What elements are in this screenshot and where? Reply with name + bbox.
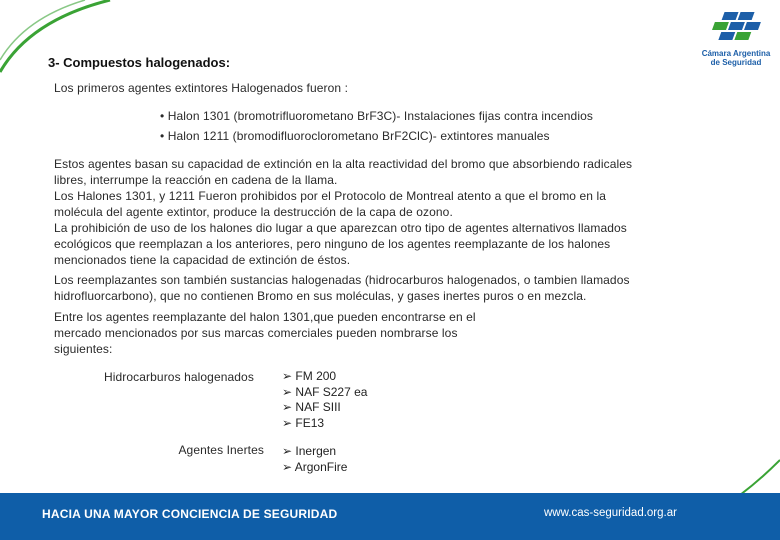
logo-text — [696, 49, 776, 67]
paragraph-1 — [54, 156, 632, 268]
text-line: hidrofluorcarbono), que no contienen Bromo en sus moléculas, y gases inertes puros o en mezcla. — [54, 289, 587, 303]
text-line: mercado mencionados por sus marcas comerciales pueden nombrarse los — [54, 326, 458, 340]
arrow-bullet-icon: ➢ — [282, 400, 293, 414]
list-item: ➢ Inergen — [282, 444, 337, 458]
text-line: Los reemplazantes son también sustancias halogenadas (hidrocarburos halogenados, o tambien llamados — [54, 273, 630, 287]
logo-line-1: Cámara Argentina — [701, 49, 771, 58]
halon-bullet-list — [160, 108, 593, 148]
list-item: ➢ NAF SIII — [282, 400, 341, 414]
text-line: La prohibición de uso de los halones dio lugar a que aparezcan otro tipo de agentes alternativos llamados — [54, 221, 627, 235]
list-item: ➢ NAF S227 ea — [282, 384, 368, 399]
cas-logo — [696, 8, 776, 72]
list-item: ➢ FE13 — [282, 415, 325, 430]
group-label-hydrocarbons: Hidrocarburos halogenados — [104, 370, 254, 384]
text-line: ecológicos que reemplazan a los anteriores, pero ninguno de los agentes reemplazante de los halones — [54, 237, 611, 251]
bullet-item: • Halon 1301 (bromotrifluorometano BrF3C)- Instalaciones fijas contra incendios — [160, 109, 593, 123]
arrow-bullet-icon: ➢ — [282, 444, 293, 458]
footer-bar — [0, 493, 780, 540]
group-label-inert-agents: Agentes Inertes — [178, 443, 264, 457]
text-line: molécula del agente extintor, produce la destrucción de la capa de ozono. — [54, 205, 453, 219]
text-line: libres, interrumpe la reacción en cadena de la llama. — [54, 173, 338, 187]
arrow-bullet-icon: ➢ — [282, 384, 293, 399]
bullet-item: • Halon 1211 (bromodifluoroclorometano BrF2ClC)- extintores manuales — [160, 129, 550, 143]
footer-slogan: HACIA UNA MAYOR CONCIENCIA DE SEGURIDAD — [42, 507, 338, 521]
paragraph-3 — [54, 309, 476, 357]
logo-line-2: de Seguridad — [710, 58, 762, 67]
paragraph-2 — [54, 272, 630, 304]
hydrocarbons-list — [282, 369, 367, 431]
arrow-bullet-icon: ➢ — [282, 369, 293, 383]
bottom-right-swoosh-decoration — [740, 455, 780, 495]
arrow-bullet-icon: ➢ — [282, 415, 293, 430]
text-line: Los Halones 1301, y 1211 Fueron prohibidos por el Protocolo de Montreal atento a que el bromo en la — [54, 189, 607, 203]
text-line: mencionados tiene la capacidad de extinción de éstos. — [54, 253, 351, 267]
list-item: ➢ ArgonFire — [282, 459, 348, 474]
text-line: siguientes: — [54, 342, 113, 356]
inert-agents-list — [282, 444, 347, 475]
section-title: 3- Compuestos halogenados: — [48, 55, 231, 70]
text-line: Entre los agentes reemplazante del halon 1301,que pueden encontrarse en el — [54, 310, 476, 324]
text-line: Estos agentes basan su capacidad de extinción en la alta reactividad del bromo que absorbiendo radicales — [54, 157, 633, 171]
list-item: ➢ FM 200 — [282, 369, 337, 383]
arrow-bullet-icon: ➢ — [282, 459, 293, 474]
intro-text: Los primeros agentes extintores Halogenados fueron : — [54, 81, 349, 95]
cas-logo-icon — [696, 8, 776, 48]
footer-website-link[interactable]: www.cas-seguridad.org.ar — [544, 507, 677, 519]
